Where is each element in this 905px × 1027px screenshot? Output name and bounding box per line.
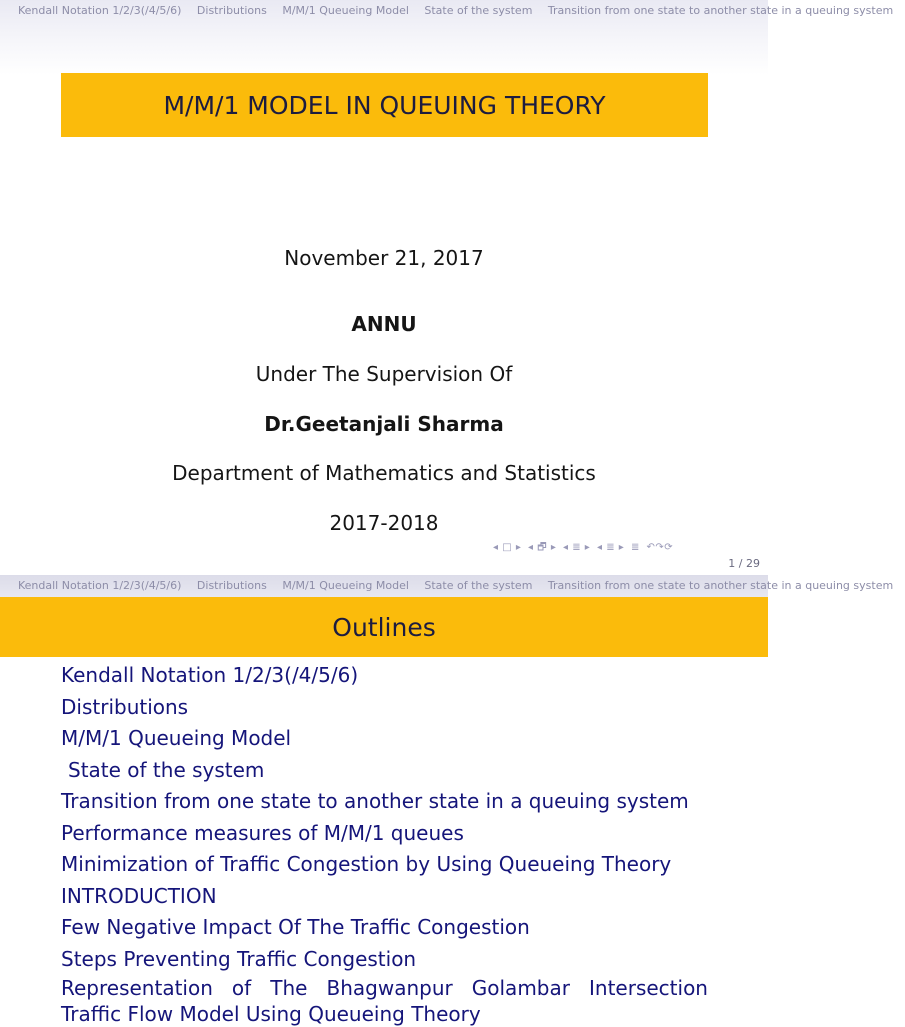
outline-subitem[interactable]: State of the system <box>68 757 265 782</box>
section-nav-icon[interactable]: ◂ 🗗 ▸ <box>528 542 557 553</box>
nav-item-distributions[interactable]: Distributions <box>196 4 267 17</box>
author-name: ANNU <box>351 312 417 336</box>
section-navbar <box>0 0 894 24</box>
slide-nav-icon[interactable]: ◂ ≣ ▸ <box>597 542 625 553</box>
outline-item[interactable]: Representation of The Bhagwanpur Golambar Intersection Traffic Flow Model Using Queueing Theory <box>61 976 708 1026</box>
page-number: 1 / 29 <box>728 557 760 570</box>
department-name: Department of Mathematics and Statistics <box>172 461 596 485</box>
outline-item[interactable]: Transition from one state to another state in a queuing system <box>61 789 689 813</box>
outline-item[interactable]: INTRODUCTION <box>61 883 217 908</box>
academic-session: 2017-2018 <box>329 511 439 535</box>
outline-item[interactable]: Distributions <box>61 694 189 719</box>
search-undo-icon[interactable]: ↶↷⟳ <box>646 542 674 553</box>
nav-item-transition[interactable]: Transition from one state to another state in a queuing system <box>547 4 894 17</box>
nav-item-state[interactable]: State of the system <box>424 579 533 592</box>
nav-item-mm1-model[interactable]: M/M/1 Queueing Model <box>282 4 409 17</box>
supervisor-name: Dr.Geetanjali Sharma <box>264 412 504 436</box>
nav-item-transition[interactable]: Transition from one state to another state in a queuing system <box>547 579 894 592</box>
outline-title: Outlines <box>0 597 768 657</box>
presentation-date: November 21, 2017 <box>284 246 484 270</box>
outline-list <box>61 660 721 1027</box>
outline-item[interactable]: Kendall Notation 1/2/3(/4/5/6) <box>61 663 359 687</box>
supervision-label: Under The Supervision Of <box>255 362 513 386</box>
nav-item-state[interactable]: State of the system <box>424 4 533 17</box>
nav-item-distributions[interactable]: Distributions <box>196 579 267 592</box>
presentation-title: M/M/1 MODEL IN QUEUING THEORY <box>61 73 708 137</box>
section-navbar <box>0 575 894 599</box>
nav-item-kendall[interactable]: Kendall Notation 1/2/3(/4/5/6) <box>18 4 182 17</box>
outline-list-icon[interactable]: ≣ <box>630 542 640 553</box>
beamer-navigation-controls <box>493 540 763 554</box>
outline-item[interactable]: Performance measures of M/M/1 queues <box>61 820 464 845</box>
nav-item-mm1-model[interactable]: M/M/1 Queueing Model <box>282 579 409 592</box>
frame-nav-icon[interactable]: ◂ □ ▸ <box>493 542 522 553</box>
outline-item[interactable]: Few Negative Impact Of The Traffic Congestion <box>61 915 530 939</box>
outline-item[interactable]: Steps Preventing Traffic Congestion <box>61 946 417 971</box>
outline-slide <box>0 575 894 1026</box>
outline-item[interactable]: M/M/1 Queueing Model <box>61 726 292 750</box>
subsection-nav-icon[interactable]: ◂ ≣ ▸ <box>563 542 591 553</box>
nav-item-kendall[interactable]: Kendall Notation 1/2/3(/4/5/6) <box>18 579 182 592</box>
outline-item[interactable]: Minimization of Traffic Congestion by Using Queueing Theory <box>61 852 672 876</box>
